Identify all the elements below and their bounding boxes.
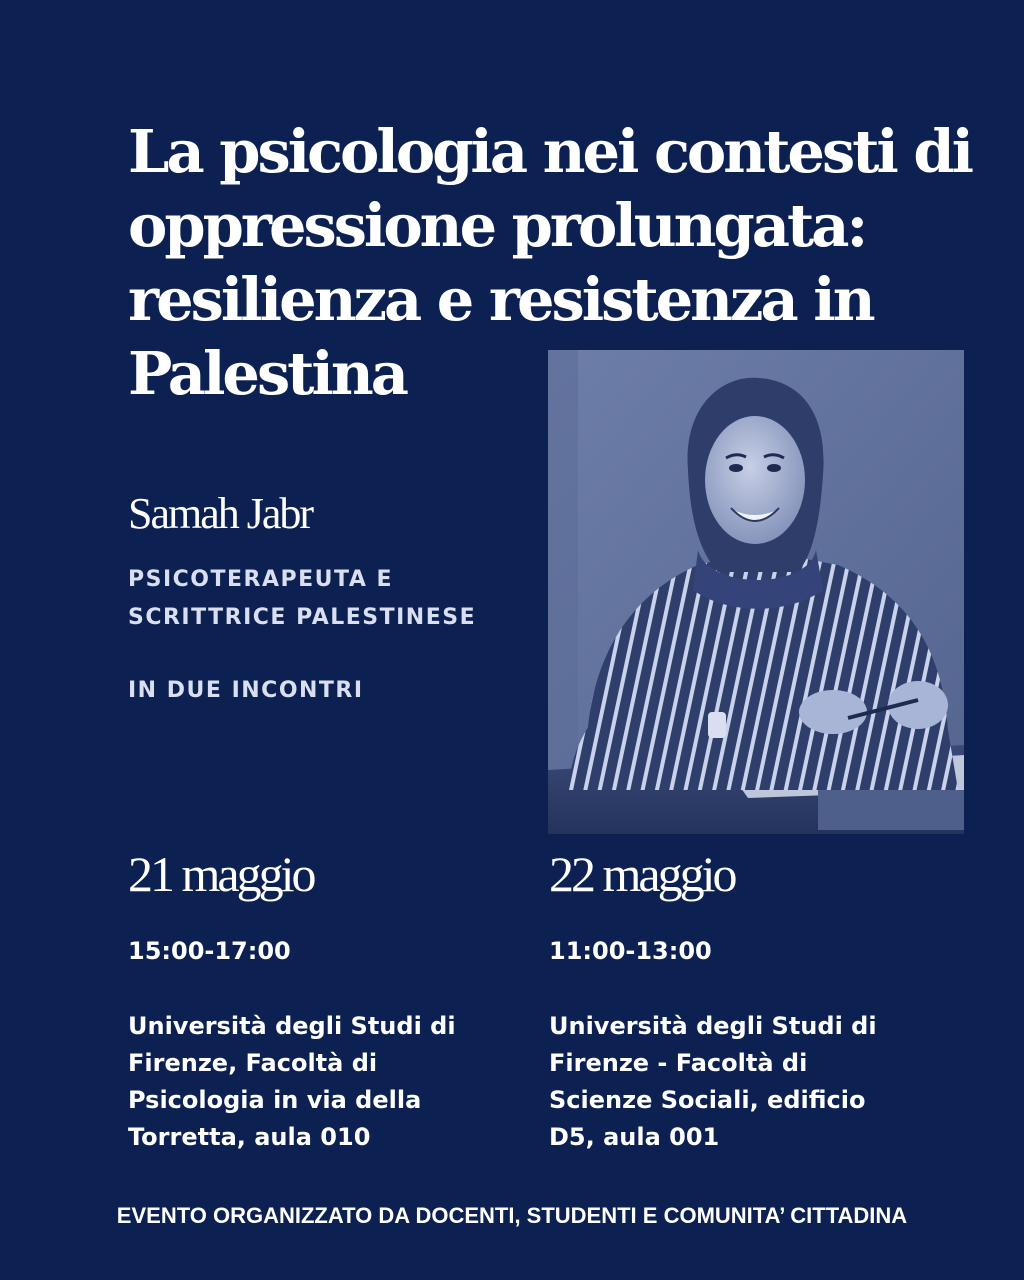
event-time: 15:00-17:00 — [128, 937, 291, 965]
title-line: La psicologia nei contesti di — [128, 117, 972, 186]
event-date: 21 maggio — [128, 846, 314, 902]
meetings-note: IN DUE INCONTRI — [128, 678, 364, 703]
event-time: 11:00-13:00 — [549, 937, 712, 965]
event-location-line: Psicologia in via della — [128, 1086, 422, 1114]
speaker-role-line: SCRITTRICE PALESTINESE — [128, 605, 477, 630]
speaker-photo-illustration — [548, 350, 964, 834]
event-location-line: D5, aula 001 — [549, 1123, 720, 1151]
speaker-name: Samah Jabr — [128, 489, 313, 538]
event-location — [128, 1008, 456, 1156]
event-location-line: Firenze, Facoltà di — [128, 1049, 378, 1077]
event-location-line: Scienze Sociali, edificio — [549, 1086, 866, 1114]
event-date: 22 maggio — [549, 846, 735, 902]
title-line: resilienza e resistenza in — [128, 265, 873, 334]
event-location — [549, 1008, 877, 1156]
title-line: oppressione prolungata: — [128, 191, 866, 260]
speaker-photo — [548, 350, 964, 834]
organizer-note: EVENTO ORGANIZZATO DA DOCENTI, STUDENTI E COMUNITA’ CITTADINA — [116, 1203, 908, 1228]
speaker-role — [128, 561, 476, 637]
event-location-line: Università degli Studi di — [549, 1012, 877, 1040]
event-location-line: Torretta, aula 010 — [128, 1123, 371, 1151]
title-line: Palestina — [128, 339, 406, 408]
speaker-role-line: PSICOTERAPEUTA E — [128, 567, 394, 592]
event-location-line: Firenze - Facoltà di — [549, 1049, 808, 1077]
event-location-line: Università degli Studi di — [128, 1012, 456, 1040]
